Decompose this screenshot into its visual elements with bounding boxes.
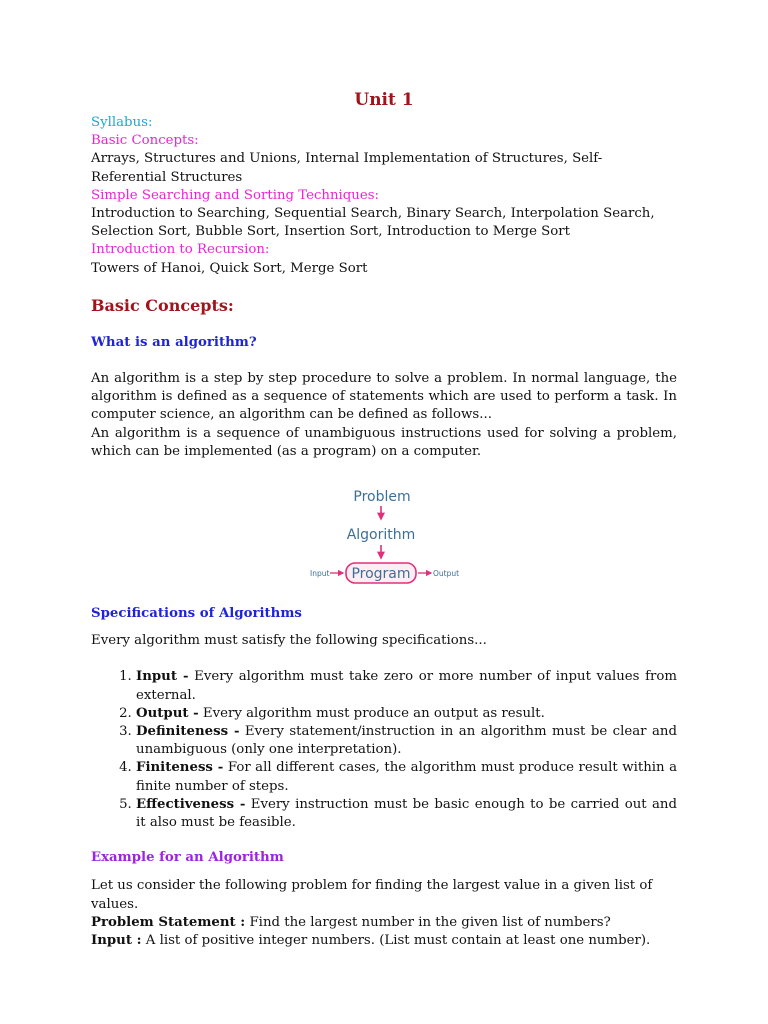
what-is-algorithm-heading: What is an algorithm? — [91, 334, 257, 350]
algorithm-diagram — [91, 483, 677, 605]
spec-text: Every statement/instruction in an algorithm must be clear and unambiguous (only one interpretation). — [136, 724, 677, 758]
syllabus-heading-searching-sorting: Simple Searching and Sorting Techniques: — [91, 187, 380, 203]
unit-title: Unit 1 — [354, 90, 414, 110]
diagram-output-label: Output — [433, 569, 460, 579]
syllabus-heading-recursion: Introduction to Recursion: — [91, 242, 270, 258]
spec-term: Effectiveness - — [136, 796, 246, 812]
spec-text: Every algorithm must produce an output as result. — [198, 705, 545, 721]
spec-text: For all different cases, the algorithm must produce result within a finite number of steps. — [136, 760, 677, 794]
spec-term: Input - — [136, 669, 189, 685]
algorithm-flow-diagram — [305, 483, 465, 601]
input-label: Input : — [91, 933, 142, 949]
syllabus-block — [91, 114, 677, 278]
diagram-input-label: Input — [310, 569, 330, 579]
list-item — [136, 705, 677, 723]
input-statement — [91, 932, 677, 950]
algorithm-definition-paragraph-2: An algorithm is a sequence of unambiguous instructions used for solving a problem, which can be implemented (as a program) on a computer. — [91, 425, 677, 459]
specifications-intro: Every algorithm must satisfy the following specifications... — [91, 633, 487, 649]
spec-term: Definiteness - — [136, 724, 240, 740]
specifications-heading: Specifications of Algorithms — [91, 606, 302, 622]
diagram-program-label: Program — [351, 566, 411, 583]
problem-statement-label: Problem Statement : — [91, 914, 246, 930]
spec-term: Output - — [136, 705, 199, 721]
syllabus-label: Syllabus: — [91, 115, 153, 130]
input-text: A list of positive integer numbers. (List must contain at least one number). — [141, 933, 651, 949]
syllabus-body-recursion: Towers of Hanoi, Quick Sort, Merge Sort — [91, 260, 368, 276]
spec-text: Every algorithm must take zero or more number of input values from external. — [136, 669, 677, 703]
syllabus-heading-basic-concepts: Basic Concepts: — [91, 133, 199, 149]
list-item — [136, 796, 677, 832]
list-item — [136, 723, 677, 759]
spec-text: Every instruction must be basic enough to be carried out and it also must be feasible. — [136, 796, 677, 831]
example-heading: Example for an Algorithm — [91, 850, 284, 866]
document-page — [91, 88, 677, 950]
problem-statement — [91, 914, 677, 932]
syllabus-body-searching-sorting: Introduction to Searching, Sequential Search, Binary Search, Interpolation Search, Selection Sort, Bubble Sort, Insertion Sort, Introduction to Merge Sort — [91, 206, 655, 240]
basic-concepts-heading: Basic Concepts: — [91, 295, 234, 315]
problem-statement-text: Find the largest number in the given list of numbers? — [245, 914, 611, 930]
algorithm-definition-paragraph: An algorithm is a step by step procedure to solve a problem. In normal language, the algorithm is defined as a sequence of statements which are used to perform a task. In computer science, an algorithm can be defined as follows... — [91, 371, 677, 423]
diagram-problem-label: Problem — [353, 489, 411, 506]
list-item — [136, 759, 677, 795]
example-intro: Let us consider the following problem for finding the largest value in a given list of values. — [91, 878, 653, 912]
specifications-list — [91, 668, 677, 832]
syllabus-body-basic-concepts: Arrays, Structures and Unions, Internal Implementation of Structures, Self-Referential Structures — [91, 151, 603, 185]
spec-term: Finiteness - — [136, 760, 224, 776]
list-item — [136, 668, 677, 704]
diagram-algorithm-label: Algorithm — [346, 527, 416, 544]
